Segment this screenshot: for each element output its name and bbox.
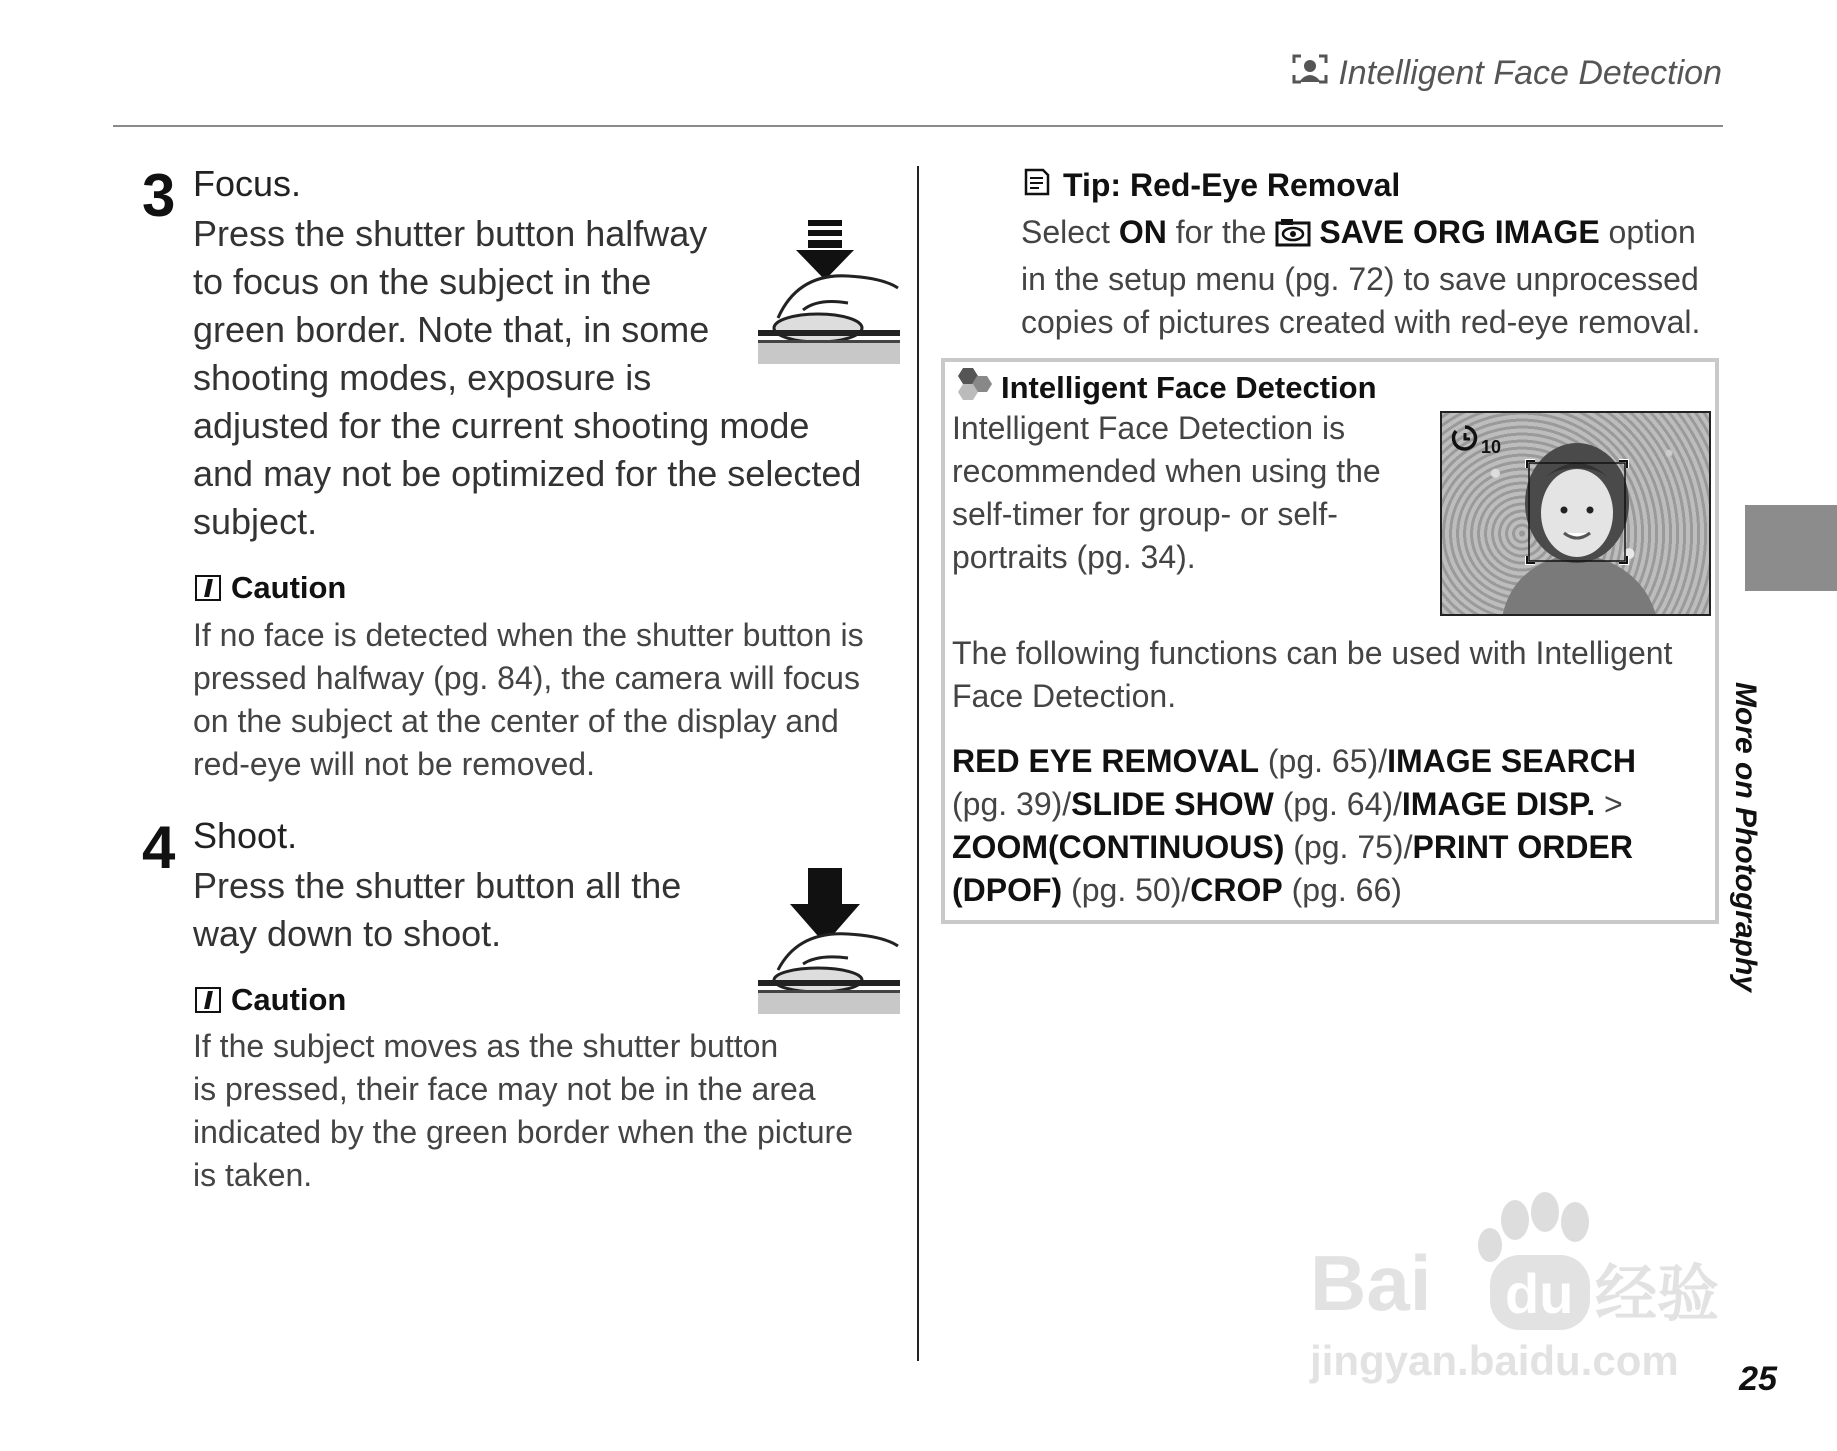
shutter-half-press-illustration — [758, 218, 900, 369]
caution-icon — [195, 987, 221, 1013]
caution-body-2: If the subject moves as the shutter button is pressed, their face may not be in the area indicated by the green border when the picture is taken. — [193, 1028, 853, 1193]
step-4-number: 4 — [142, 814, 176, 881]
watermark-brand-2: du — [1505, 1262, 1574, 1325]
page-number: 25 — [1739, 1360, 1777, 1398]
tip-heading: Tip: Red-Eye Removal — [1023, 167, 1400, 204]
watermark-brand: Bai — [1310, 1239, 1432, 1327]
self-timer-icon — [1450, 423, 1480, 458]
self-timer-indicator: 10 — [1450, 423, 1501, 458]
ifd-functions-list: RED EYE REMOVAL (pg. 65)/IMAGE SEARCH (pg. 39)/SLIDE SHOW (pg. 64)/IMAGE DISP. > ZOOM(CONTINUOUS) (pg. 75)/PRINT ORDER (DPOF) (pg. 50)/CROP (pg. 66) — [952, 743, 1636, 908]
running-header — [1292, 54, 1722, 93]
step-3-body: Press the shutter button halfway to focus on the subject in the green border. Note that, in some shooting modes, exposure is adjusted for the current shooting mode and may not be optimized for the selected subject. — [193, 213, 862, 542]
header-title: Intelligent Face Detection — [1338, 54, 1722, 92]
column-divider — [917, 166, 919, 1361]
caution-heading-2: Caution — [195, 982, 346, 1018]
step-3-title: Focus. — [193, 163, 302, 204]
step-4-body: Press the shutter button all the way down to shoot. — [193, 865, 682, 954]
face-detection-sample-photo — [1440, 411, 1711, 616]
caution-icon — [195, 575, 221, 601]
caution-body-1: If no face is detected when the shutter button is pressed halfway (pg. 84), the camera will focus on the subject at the center of the display and red-eye will not be removed. — [193, 617, 864, 782]
baidu-watermark — [1290, 1180, 1730, 1395]
hexagon-note-icon — [953, 366, 993, 410]
chapter-tab — [1745, 505, 1837, 591]
step-4-title: Shoot. — [193, 815, 298, 856]
ifd-intro: Intelligent Face Detection is recommended when using the self-timer for group- or self- portraits (pg. 34). — [952, 410, 1381, 575]
header-rule — [113, 125, 1723, 127]
chapter-label: More on Photography — [1729, 682, 1762, 992]
watermark-url: jingyan.baidu.com — [1310, 1337, 1679, 1384]
caution-heading-1: Caution — [195, 570, 346, 606]
save-org-image-icon — [1275, 215, 1311, 258]
ifd-following: The following functions can be used with Intelligent Face Detection. — [952, 635, 1673, 714]
shutter-full-press-illustration — [758, 866, 900, 1019]
step-3-number: 3 — [142, 162, 176, 229]
face-detection-icon — [1292, 54, 1328, 93]
watermark-cn: 经验 — [1595, 1257, 1720, 1330]
ifd-heading: Intelligent Face Detection — [953, 366, 1377, 410]
tip-icon — [1023, 167, 1051, 204]
tip-body: Select ON for the SAVE ORG IMAGE option in the setup menu (pg. 72) to save unprocessed copies of pictures created with red-eye removal. — [1021, 214, 1701, 340]
